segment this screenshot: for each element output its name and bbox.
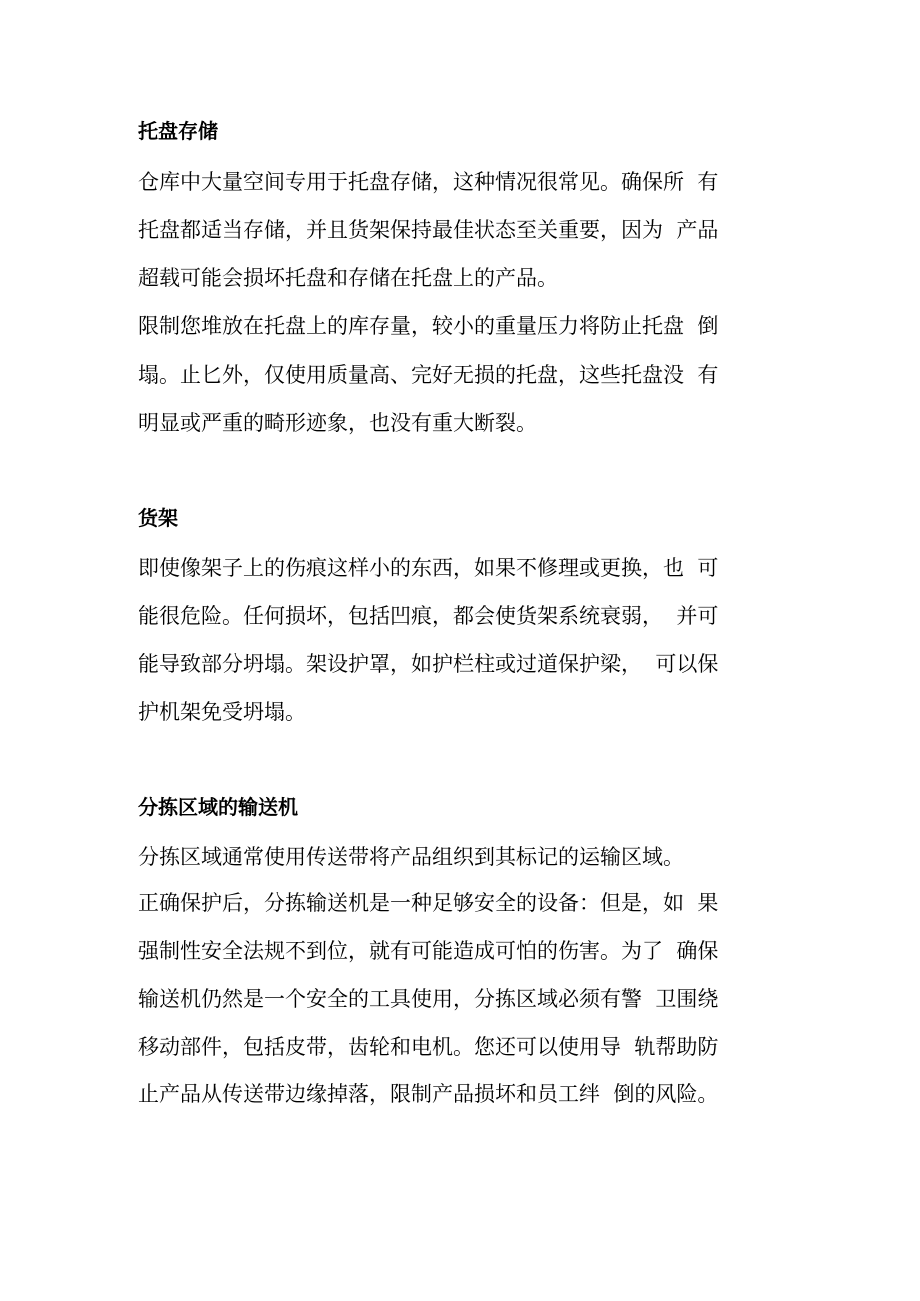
paragraph-line: 托盘都适当存储，并且货架保持最佳状态至关重要，因为 产品 (138, 218, 719, 242)
paragraph-line: 强制性安全法规不到位，就有可能造成可怕的伤害。为了 确保 (138, 939, 719, 963)
paragraph-line: 能很危险。任何损坏，包括凹痕，都会使货架系统衰弱， 并可 (138, 604, 719, 628)
paragraph-line: 即使像架子上的伤痕这样小的东西，如果不修理或更换，也 可 (138, 556, 719, 580)
paragraph-line: 能导致部分坍塌。架设护罩，如护栏柱或过道保护梁， 可以保 (138, 652, 719, 676)
paragraph-line: 止产品从传送带边缘掉落，限制产品损坏和员工绊 倒的风险。 (138, 1082, 719, 1106)
paragraph-line: 超载可能会损坏托盘和存储在托盘上的产品。 (138, 266, 558, 290)
section-heading-shelving: 货架 (138, 506, 178, 530)
paragraph-line: 塌。止匕外，仅使用质量高、完好无损的托盘，这些托盘没 有 (138, 363, 719, 387)
section-heading-pallet-storage: 托盘存储 (138, 119, 218, 143)
paragraph-line: 正确保护后，分拣输送机是一种足够安全的设备：但是，如 果 (138, 891, 719, 915)
section-heading-sorting-conveyor: 分拣区域的输送机 (138, 795, 298, 819)
paragraph-line: 护机架免受坍塌。 (138, 700, 306, 724)
paragraph-line: 仓库中大量空间专用于托盘存储，这种情况很常见。确保所 有 (138, 170, 719, 194)
paragraph-line: 分拣区域通常使用传送带将产品组织到其标记的运输区域。 (138, 845, 684, 869)
paragraph-line: 输送机仍然是一个安全的工具使用，分拣区域必须有警 卫围绕 (138, 987, 719, 1011)
paragraph-line: 明显或严重的畸形迹象，也没有重大断裂。 (138, 411, 537, 435)
paragraph-line: 移动部件，包括皮带，齿轮和电机。您还可以使用导 轨帮助防 (138, 1035, 719, 1059)
paragraph-line: 限制您堆放在托盘上的库存量，较小的重量压力将防止托盘 倒 (138, 314, 719, 338)
